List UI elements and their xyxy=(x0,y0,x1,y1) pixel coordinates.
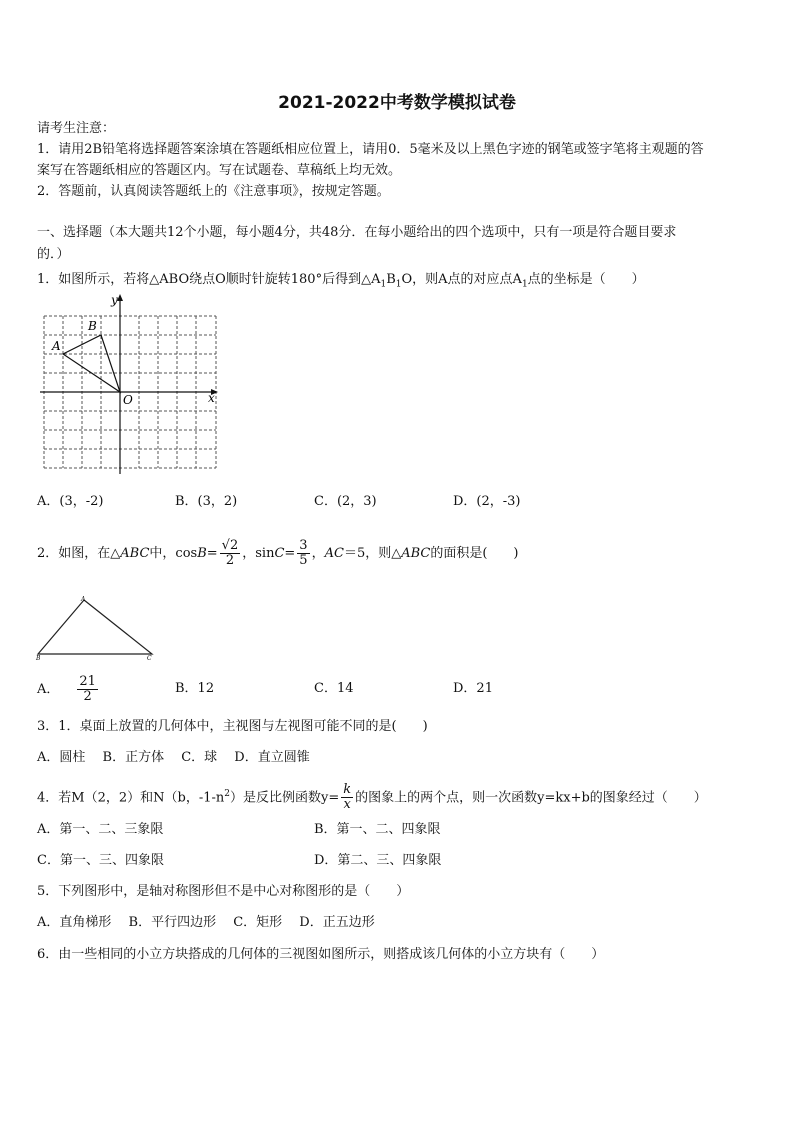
fraction-3-over-5: $\frac{3}{5}$ xyxy=(299,538,308,568)
notice-item-1-cont: 案写在答题纸相应的答题区内。写在试题卷、草稿纸上均无效。 xyxy=(37,163,402,178)
question-2-option-c: C．14 xyxy=(314,681,354,696)
question-4-option-d: D．第二、三、四象限 xyxy=(314,853,442,868)
question-1-option-a: A．(3，-2) xyxy=(37,494,104,509)
y-axis-arrow xyxy=(117,294,123,301)
vertex-a-label: A xyxy=(81,596,86,603)
question-4-option-b: B．第一、二、四象限 xyxy=(314,822,441,837)
question-4-option-c: C．第一、三、四象限 xyxy=(37,853,164,868)
section-heading: 一、选择题（本大题共12个小题，每小题4分，共48分．在每小题给出的四个选项中，只有一项是符合题目要求 xyxy=(37,225,677,240)
section-heading-cont: 的．） xyxy=(37,247,70,262)
question-1-option-d: D．(2，-3) xyxy=(453,494,521,509)
question-3-stem: 3．1．桌面上放置的几何体中，主视图与左视图可能不同的是( ) xyxy=(37,719,428,734)
question-1-option-c: C．(2，3) xyxy=(314,494,377,509)
vertex-b-label: B xyxy=(36,655,41,662)
question-1-option-b: B．(3，2) xyxy=(175,494,238,509)
point-b-label: B xyxy=(88,319,97,333)
question-5-options: A．直角梯形 B．平行四边形 C．矩形 D．正五边形 xyxy=(37,915,375,930)
question-2-option-d: D．21 xyxy=(453,681,493,696)
notice-heading: 请考生注意： xyxy=(37,121,116,136)
question-1-figure xyxy=(38,292,220,478)
question-4-stem: 4．若M（2，2）和N（b，$-1-n^2$）是反比例函数y= $\frac{k}{x}$ 的图象上的两个点，则一次函数y=kx+b的图象经过（ ） xyxy=(37,782,707,813)
vertex-c-label: C xyxy=(147,655,152,662)
question-1-stem: 1．如图所示，若将△ABO绕点O顺时针旋转180°后得到$\triangle A_1B_1O$，则A点的对应点$A_1$点的坐标是（ ） xyxy=(37,272,645,290)
x-axis-label: x xyxy=(208,391,215,405)
fraction-k-over-x: $\frac{k}{x}$ xyxy=(343,782,352,813)
fraction-sqrt2-over-2: $\frac{√2}{2}$ xyxy=(221,538,239,568)
triangle-abc xyxy=(38,600,152,654)
question-5-stem: 5．下列图形中，是轴对称图形但不是中心对称图形的是（ ） xyxy=(37,884,410,899)
triangle-abo xyxy=(63,335,120,392)
question-3-options: A．圆柱 B．正方体 C．球 D．直立圆锥 xyxy=(37,750,310,765)
question-4-option-a: A．第一、二、三象限 xyxy=(37,822,164,837)
question-2-option-b: B．12 xyxy=(175,681,215,696)
question-2-figure xyxy=(34,592,158,662)
question-2-option-a: A． $\frac{21}{2}$ xyxy=(37,674,96,704)
notice-item-1: 1．请用2B铅笔将选择题答案涂填在答题纸相应位置上，请用0．5毫米及以上黑色字迹的钢笔或签字笔将主观题的答 xyxy=(37,142,704,157)
question-6-stem: 6．由一些相同的小立方块搭成的几何体的三视图如图所示，则搭成该几何体的小立方块有（ ） xyxy=(37,947,605,962)
notice-item-2: 2．答题前，认真阅读答题纸上的《注意事项》，按规定答题。 xyxy=(37,184,390,199)
point-a-label: A xyxy=(52,339,61,353)
y-axis-label: y xyxy=(111,293,118,307)
page-title: 2021-2022中考数学模拟试卷 xyxy=(278,93,516,113)
question-2-stem: 2．如图，在△ABC中，cosB= $\frac{√2}{2}$ ，sinC= $\frac{3}{5}$ ，AC＝5，则△ABC的面积是( ) xyxy=(37,538,519,568)
origin-label: O xyxy=(123,393,133,407)
